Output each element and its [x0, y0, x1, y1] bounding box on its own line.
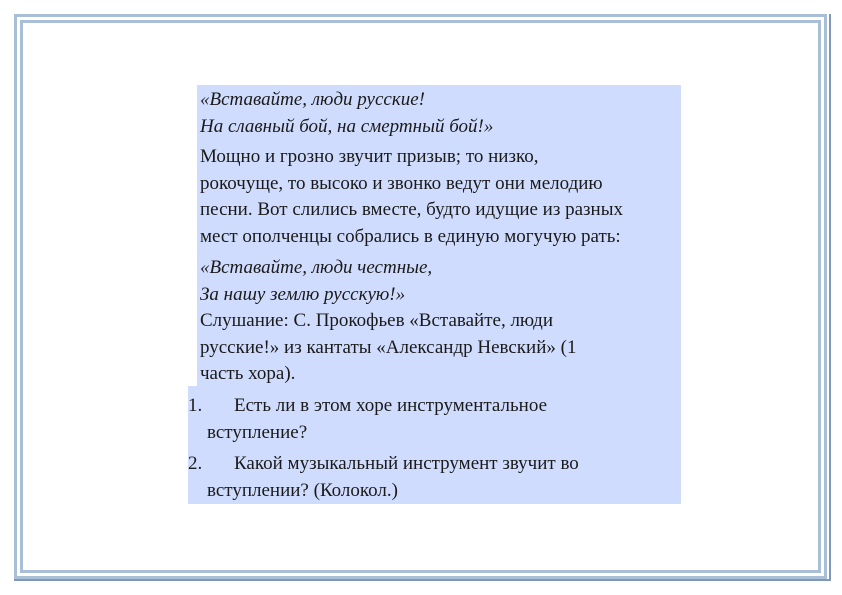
quote-block-2	[200, 255, 684, 308]
listening-line-2: русские!» из кантаты «Александр Невский» (1	[200, 336, 577, 358]
paragraph-line-1: Мощно и грозно звучит призыв; то низко,	[200, 146, 539, 167]
frame-shadow-bottom	[14, 579, 831, 581]
question-2-text	[207, 451, 681, 504]
question-2-line-1: Какой музыкальный инструмент звучит во	[234, 453, 579, 474]
listening-line-1: Слушание: С. Прокофьев «Вставайте, люди	[200, 310, 553, 331]
frame-shadow-right	[829, 14, 831, 581]
paragraph-line-3: песни. Вот слились вместе, будто идущие из разных	[200, 199, 623, 220]
paragraph-line-2: рокочуще, то высоко и звонко ведут они мелодию	[200, 172, 603, 194]
question-2-number: 2.	[188, 453, 203, 474]
question-2-line-2: вступлении? (Колокол.)	[207, 479, 398, 501]
paragraph-line-4: мест ополченцы собрались в единую могучую рать:	[200, 225, 621, 247]
question-1-line-2: вступление?	[207, 421, 308, 443]
quote-2-line-1: «Вставайте, люди честные,	[200, 257, 433, 278]
quote-2-line-2: За нашу землю русскую!»	[200, 283, 406, 305]
listening-paragraph	[200, 308, 684, 388]
quote-1-line-1: «Вставайте, люди русские!	[200, 89, 426, 110]
quote-1-line-2: На славный бой, на смертный бой!»	[200, 115, 494, 137]
quote-block-1	[200, 87, 684, 140]
question-1-number: 1.	[188, 395, 203, 416]
description-paragraph	[200, 144, 684, 250]
question-1-line-1: Есть ли в этом хоре инструментальное	[234, 395, 547, 416]
question-1-text	[207, 393, 681, 446]
listening-line-3: часть хора).	[200, 363, 296, 384]
